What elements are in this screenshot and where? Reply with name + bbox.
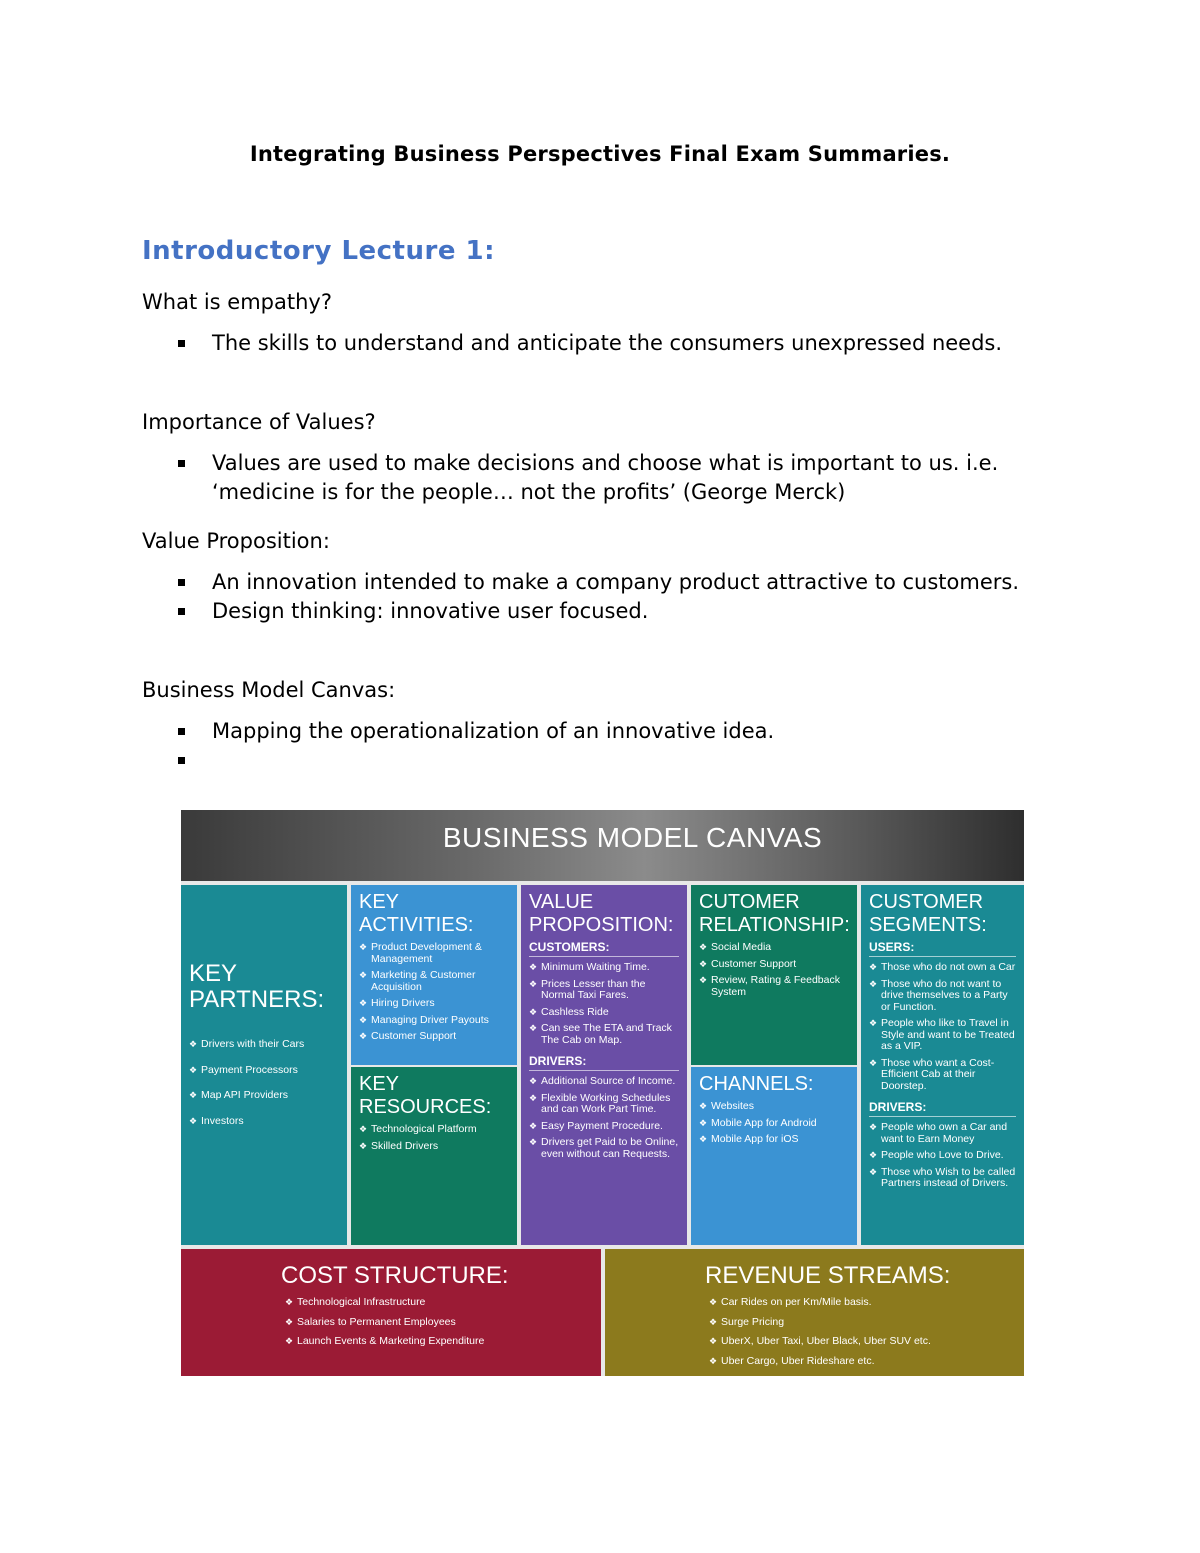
box-title: CUTOMER RELATIONSHIP:: [699, 891, 850, 936]
list-item: ❖ Surge Pricing: [709, 1317, 1016, 1329]
square-bullet-icon: [178, 757, 185, 764]
bullet-item: [212, 717, 1102, 746]
list-item: ❖ People who Love to Drive.: [869, 1150, 1016, 1162]
key-partners-box: [181, 885, 347, 1245]
list-item: ❖ Cashless Ride: [529, 1007, 679, 1019]
list-item: ❖ Websites: [699, 1101, 849, 1113]
box-title: REVENUE STREAMS:: [705, 1262, 951, 1289]
list-item: ❖ Customer Support: [699, 959, 849, 971]
list-item: ❖ Investors: [189, 1116, 339, 1128]
bullet-item: [212, 597, 1102, 626]
section-value-proposition: [142, 527, 1102, 626]
box-title: COST STRUCTURE:: [281, 1262, 509, 1289]
document-title: Integrating Business Perspectives Final Exam Summaries.: [249, 142, 951, 166]
bullet-item: [212, 746, 1102, 775]
list-item: ❖ UberX, Uber Taxi, Uber Black, Uber SUV etc.: [709, 1336, 1016, 1348]
section-question: What is empathy?: [142, 290, 332, 314]
box-title: CUSTOMER SEGMENTS:: [869, 891, 987, 936]
list-item: ❖ Flexible Working Schedules and can Work Part Time.: [529, 1093, 679, 1116]
bullet-item: [212, 449, 1102, 507]
bullet-text: The skills to understand and anticipate the consumers unexpressed needs.: [212, 331, 1003, 355]
list-item: ❖ Skilled Drivers: [359, 1141, 509, 1153]
revenue-streams-box: [605, 1249, 1024, 1376]
square-bullet-icon: [178, 728, 185, 735]
subsection-label: DRIVERS:: [869, 1100, 1016, 1117]
section-question: Business Model Canvas:: [142, 678, 396, 702]
square-bullet-icon: [178, 579, 185, 586]
value-proposition-box: [521, 885, 687, 1245]
square-bullet-icon: [178, 608, 185, 615]
list-item: ❖ Drivers with their Cars: [189, 1039, 339, 1051]
list-item: ❖ Can see The ETA and Track The Cab on Map.: [529, 1023, 679, 1046]
list-item: ❖ Technological Infrastructure: [285, 1297, 593, 1309]
list-item: ❖ Managing Driver Payouts: [359, 1015, 509, 1027]
bullet-text: Values are used to make decisions and choose what is important to us. i.e. ‘medicine is for the people… not the profits’ (George Merck): [212, 451, 999, 504]
section-values: [142, 408, 1102, 507]
list-item: ❖ Those who do not own a Car: [869, 962, 1016, 974]
business-model-canvas-image: [181, 810, 1024, 1376]
channels-box: [691, 1067, 857, 1245]
list-item: ❖ Social Media: [699, 942, 849, 954]
list-item: ❖ Mobile App for Android: [699, 1118, 849, 1130]
customer-relationship-box: [691, 885, 857, 1065]
key-activities-box: [351, 885, 517, 1065]
list-item: ❖ Marketing & Customer Acquisition: [359, 970, 509, 993]
list-item: ❖ Car Rides on per Km/Mile basis.: [709, 1297, 1016, 1309]
canvas-banner: [181, 810, 1024, 881]
box-title: KEY RESOURCES:: [359, 1073, 492, 1118]
section-question: Importance of Values?: [142, 410, 376, 434]
list-item: ❖ Launch Events & Marketing Expenditure: [285, 1336, 593, 1348]
section-business-model-canvas: [142, 676, 1102, 775]
bullet-text: An innovation intended to make a company product attractive to customers.: [212, 570, 1019, 594]
list-item: ❖ Map API Providers: [189, 1090, 339, 1102]
list-item: ❖ Customer Support: [359, 1031, 509, 1043]
list-item: ❖ Product Development & Management: [359, 942, 509, 965]
list-item: ❖ Salaries to Permanent Employees: [285, 1317, 593, 1329]
list-item: ❖ Technological Platform: [359, 1124, 509, 1136]
subsection-label: USERS:: [869, 940, 1016, 957]
lecture-heading: Introductory Lecture 1:: [142, 236, 495, 266]
section-question: Value Proposition:: [142, 529, 330, 553]
bullet-text: Design thinking: innovative user focused.: [212, 599, 649, 623]
list-item: ❖ Mobile App for iOS: [699, 1134, 849, 1146]
subsection-label: CUSTOMERS:: [529, 940, 679, 957]
subsection-label: DRIVERS:: [529, 1054, 679, 1071]
list-item: ❖ Prices Lesser than the Normal Taxi Fares.: [529, 979, 679, 1002]
bullet-list: [142, 568, 1102, 626]
list-item: ❖ People who like to Travel in Style and want to be Treated as a VIP.: [869, 1018, 1016, 1053]
list-item: ❖ Review, Rating & Feedback System: [699, 975, 849, 998]
bullet-text: Mapping the operationalization of an innovative idea.: [212, 719, 775, 743]
bullet-list: [142, 329, 1102, 358]
list-item: ❖ Hiring Drivers: [359, 998, 509, 1010]
box-title: CHANNELS:: [699, 1073, 814, 1095]
box-title: KEY ACTIVITIES:: [359, 891, 474, 936]
customer-segments-box: [861, 885, 1024, 1245]
list-item: ❖ Additional Source of Income.: [529, 1076, 679, 1088]
square-bullet-icon: [178, 340, 185, 347]
box-title: VALUE PROPOSITION:: [529, 891, 674, 936]
square-bullet-icon: [178, 460, 185, 467]
key-resources-box: [351, 1067, 517, 1245]
list-item: ❖ Uber Cargo, Uber Rideshare etc.: [709, 1356, 1016, 1368]
list-item: ❖ Those who Wish to be called Partners instead of Drivers.: [869, 1167, 1016, 1190]
list-item: ❖ Drivers get Paid to be Online, even without can Requests.: [529, 1137, 679, 1160]
bullet-item: [212, 568, 1102, 597]
list-item: ❖ Those who want a Cost-Efficient Cab at their Doorstep.: [869, 1058, 1016, 1093]
list-item: ❖ People who own a Car and want to Earn Money: [869, 1122, 1016, 1145]
bullet-list: [142, 449, 1102, 507]
section-empathy: [142, 288, 1102, 358]
bullet-item: [212, 329, 1102, 358]
list-item: ❖ Those who do not want to drive themselves to a Party or Function.: [869, 979, 1016, 1014]
list-item: ❖ Minimum Waiting Time.: [529, 962, 679, 974]
list-item: ❖ Payment Processors: [189, 1065, 339, 1077]
bullet-text: [212, 748, 219, 772]
list-item: ❖ Easy Payment Procedure.: [529, 1121, 679, 1133]
cost-structure-box: [181, 1249, 601, 1376]
box-title: KEY PARTNERS:: [189, 960, 325, 1013]
canvas-title: BUSINESS MODEL CANVAS: [442, 822, 823, 853]
bullet-list: [142, 717, 1102, 775]
